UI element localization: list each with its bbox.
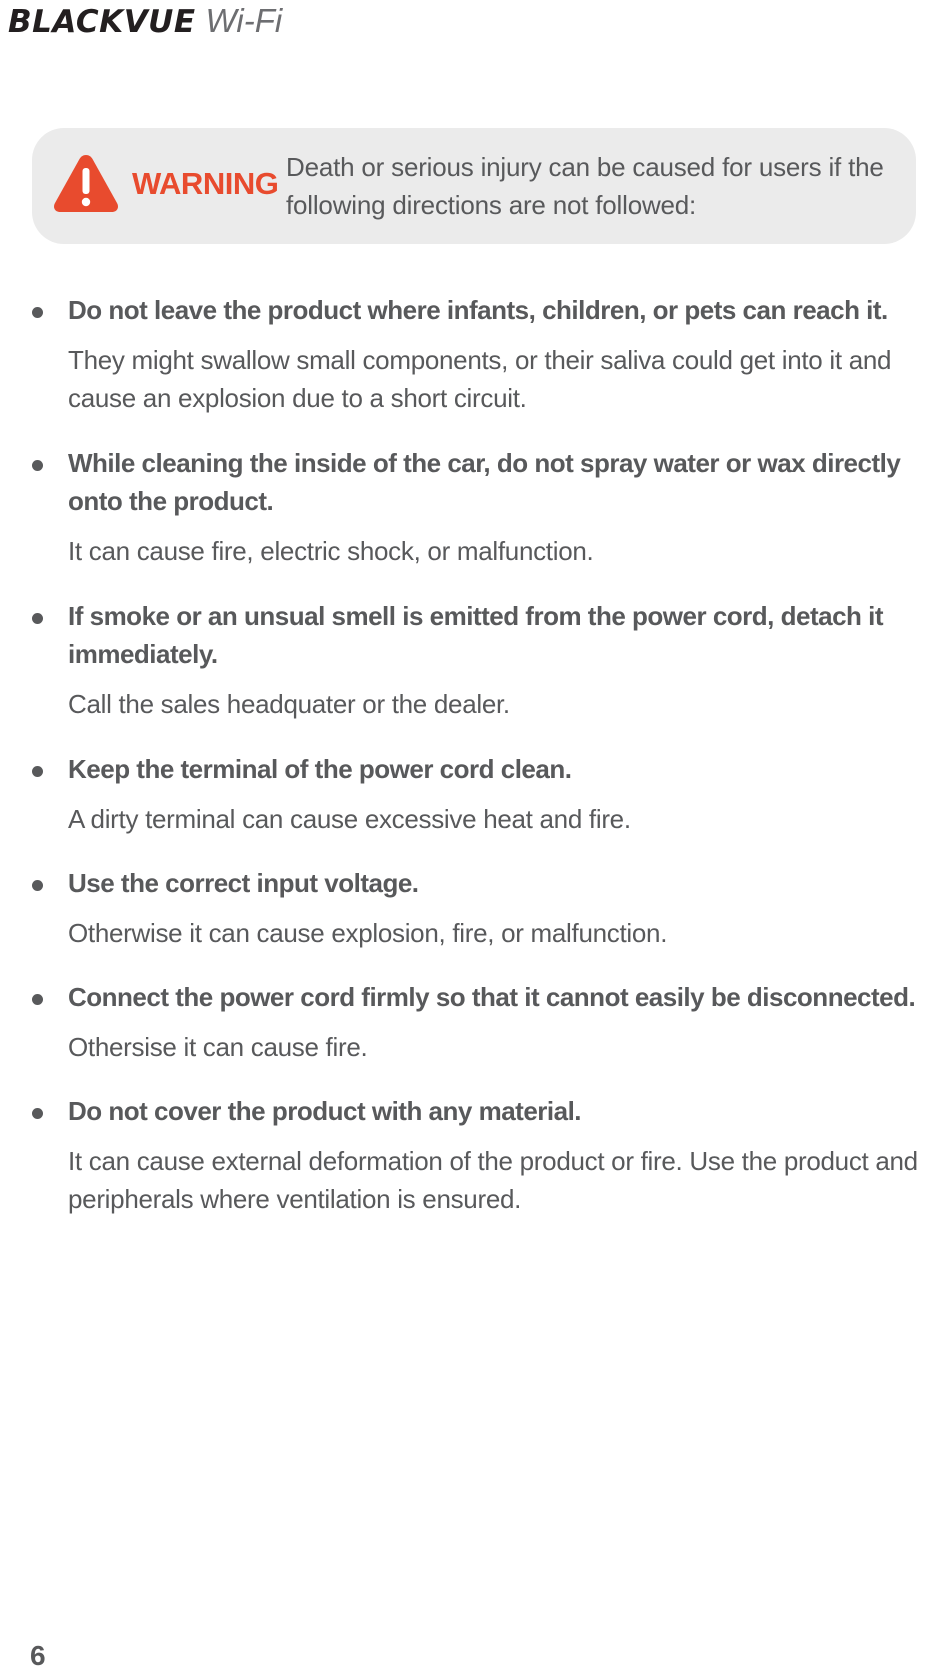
bullet-icon [32, 766, 43, 777]
item-body: Call the sales headquater or the dealer. [68, 689, 510, 719]
warning-box [32, 128, 916, 244]
item-title: Do not cover the product with any material. [68, 1096, 582, 1126]
bullet-icon [32, 880, 43, 891]
item-title: Use the correct input voltage. [68, 868, 419, 898]
bullet-icon [32, 1108, 43, 1119]
item-body: A dirty terminal can cause excessive heat and fire. [68, 804, 631, 834]
page-number: 6 [30, 1640, 46, 1671]
item-body: It can cause external deformation of the product or fire. Use the product and peripherals where ventilation is ensured. [68, 1146, 918, 1214]
item-body: They might swallow small components, or their saliva could get into it and cause an explosion due to a short circuit. [68, 345, 892, 413]
item-title: Do not leave the product where infants, children, or pets can reach it. [68, 295, 888, 325]
exclamation-triangle-icon [52, 151, 120, 215]
page-header [8, 2, 282, 42]
item-body: Othersise it can cause fire. [68, 1032, 368, 1062]
bullet-icon [32, 460, 43, 471]
item-title: Connect the power cord firmly so that it cannot easily be disconnected. [68, 982, 916, 1012]
item-title: If smoke or an unsual smell is emitted from the power cord, detach it immediately. [68, 601, 884, 669]
item-body: Otherwise it can cause explosion, fire, or malfunction. [68, 918, 668, 948]
bullet-icon [32, 994, 43, 1005]
product-name: Wi-Fi [205, 2, 283, 39]
warning-label: WARNING [132, 166, 279, 201]
bullet-icon [32, 307, 43, 318]
warning-text: Death or serious injury can be caused for users if the following directions are not followed: [286, 152, 884, 220]
item-title: While cleaning the inside of the car, do not spray water or wax directly onto the product. [68, 448, 901, 516]
bullet-icon [32, 613, 43, 624]
item-title: Keep the terminal of the power cord clean. [68, 754, 572, 784]
brand-logo: BLACKVUE [8, 4, 196, 40]
item-body: It can cause fire, electric shock, or malfunction. [68, 536, 594, 566]
